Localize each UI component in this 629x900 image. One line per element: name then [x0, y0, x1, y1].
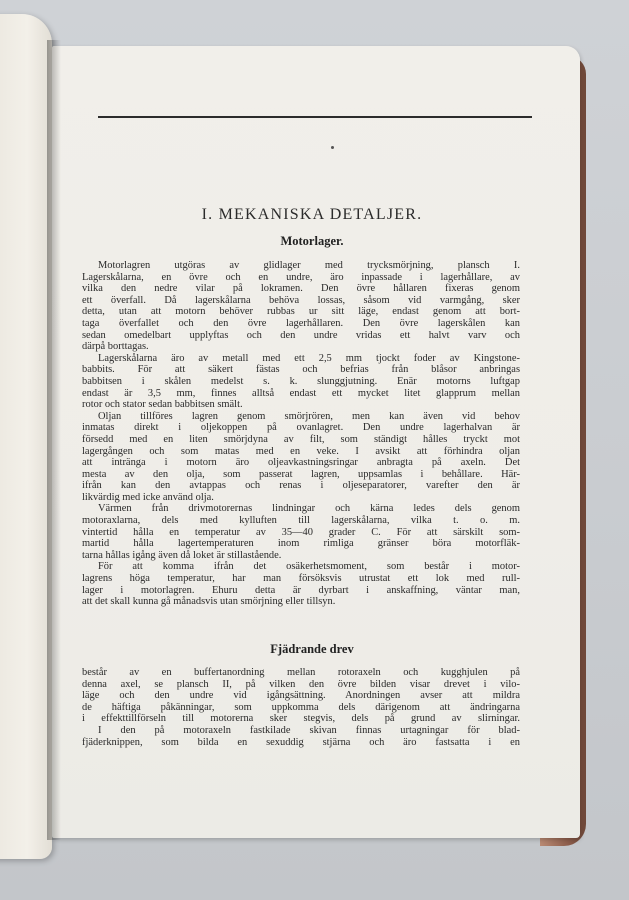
facing-page — [0, 14, 52, 859]
section-heading-fjadrande-drev: Fjädrande drev — [270, 642, 354, 656]
text-line: Lagerskålarna äro av metall med ett 2,5 mm tjockt foder av Kingstone- — [98, 352, 520, 364]
text-line: mesta av den olja, som passerat lagren, uppsamlas i behållare. Här- — [82, 468, 520, 480]
text-line: läge och den undre vid igångsättning. Anordningen avser att mildra — [82, 690, 520, 702]
text-line: För att komma ifrån det osäkerhetsmoment, som består i motor- — [98, 561, 520, 573]
text-line: sedan omedelbart upplyftas och den undre vridas ett halvt varv och — [82, 329, 520, 341]
text-line: fjäderknippen, som bilda en sexuddig stjärna och äro fastsatta i en — [82, 736, 520, 748]
text-line: ett överfall. Då lagerskålarna behöva lossas, såsom vid varmgång, sker — [82, 294, 520, 306]
text-line: de häftiga påkänningar, som uppkomma dels därigenom att ändringarna — [82, 701, 520, 713]
top-rule — [98, 116, 532, 118]
text-line: lager i motorlagren. Ehuru detta är dyrbart i anskaffning, väntar man, — [82, 584, 520, 596]
text-line: I den på motoraxeln fastkilade skivan finnas urtagningar för blad- — [98, 724, 520, 736]
page-mark — [331, 146, 334, 149]
book-page — [52, 46, 580, 838]
text-line: Värmen från drivmotorernas lindningar och kärna ledes dels genom — [98, 503, 520, 515]
text-line: därpå borttagas. — [82, 341, 149, 353]
text-line: motoraxlarna, dels med kylluften till lagerskålarna, vilka t. o. m. — [82, 515, 520, 527]
text-line: vilka den nedre vilar på lokramen. Den övre hållaren fixeras genom — [82, 283, 520, 295]
text-line: babbitsen i skålen medelst s. k. slunggjutning. Enär motorns luftgap — [82, 375, 520, 387]
text-line: martid hålla lagertemperaturen inom rimliga gränser böra motorfläk- — [82, 538, 520, 550]
text-line: att det skall kunna gå månadsvis utan smörjning eller tillsyn. — [82, 596, 336, 608]
section-body-motorlager — [82, 260, 520, 608]
spine-shadow — [47, 40, 61, 840]
text-line: babbits. För att säkert fästas och befrias från blåsor anbringas — [82, 364, 520, 376]
text-line: i effekttillförseln till motorerna sker stegvis, dels på grund av slirningar. — [82, 713, 520, 725]
text-line: likvärdig med icke använd olja. — [82, 491, 214, 503]
text-line: endast är 3,5 mm, finnes alltså endast ett mycket litet glapprum mellan — [82, 387, 520, 399]
text-line: Lagerskålarna, en övre och en undre, äro inpassade i lagerhållare, av — [82, 271, 520, 283]
text-line: att intränga i motorn äro oljeavkastningsringar anbragta på axeln. Det — [82, 457, 520, 469]
text-line: lagergången och som matas med en veke. I avsikt att förhindra oljan — [82, 445, 520, 457]
section-body-fjadrande-drev — [82, 667, 520, 748]
text-line: vintertid hålla en temperatur av 35—40 grader C. För att särskilt som- — [82, 526, 520, 538]
text-line: taga överfallet och den övre lagerhållaren. Den övre lagerskålen kan — [82, 317, 520, 329]
text-line: tarna hållas igång även då loket är stillastående. — [82, 549, 282, 561]
text-line: inmatas direkt i oljekoppen på ovanlagret. Den undre lagerhalvan är — [82, 422, 520, 434]
text-line: försedd med en liten smörjdyna av filt, som ständigt hålles tryckt mot — [82, 433, 520, 445]
text-line: rotor och stator sedan babbitsen smält. — [82, 399, 243, 411]
section-heading-motorlager: Motorlager. — [280, 234, 344, 248]
chapter-title: I. MEKANISKA DETALJER. — [201, 206, 423, 223]
text-line: denna axel, se plansch II, på vilken den övre bilden visar drevet i vilo- — [82, 678, 520, 690]
text-line: Oljan tillföres lagren genom smörjrören, men kan även vid behov — [98, 410, 520, 422]
text-line: består av en buffertanordning mellan rotoraxeln och kugghjulen på — [82, 667, 520, 678]
text-line: detta, utan att motorn behöver rubbas ur sitt läge, endast genom att bort- — [82, 306, 520, 318]
text-line: lagrens höga temperatur, har man försöksvis utrustat ett lok med rull- — [82, 573, 520, 585]
text-line: ifrån kan den avtappas och renas i oljeseparatorer, varefter den är — [82, 480, 520, 492]
text-line: Motorlagren utgöras av glidlager med trycksmörjning, plansch I. — [98, 260, 520, 271]
